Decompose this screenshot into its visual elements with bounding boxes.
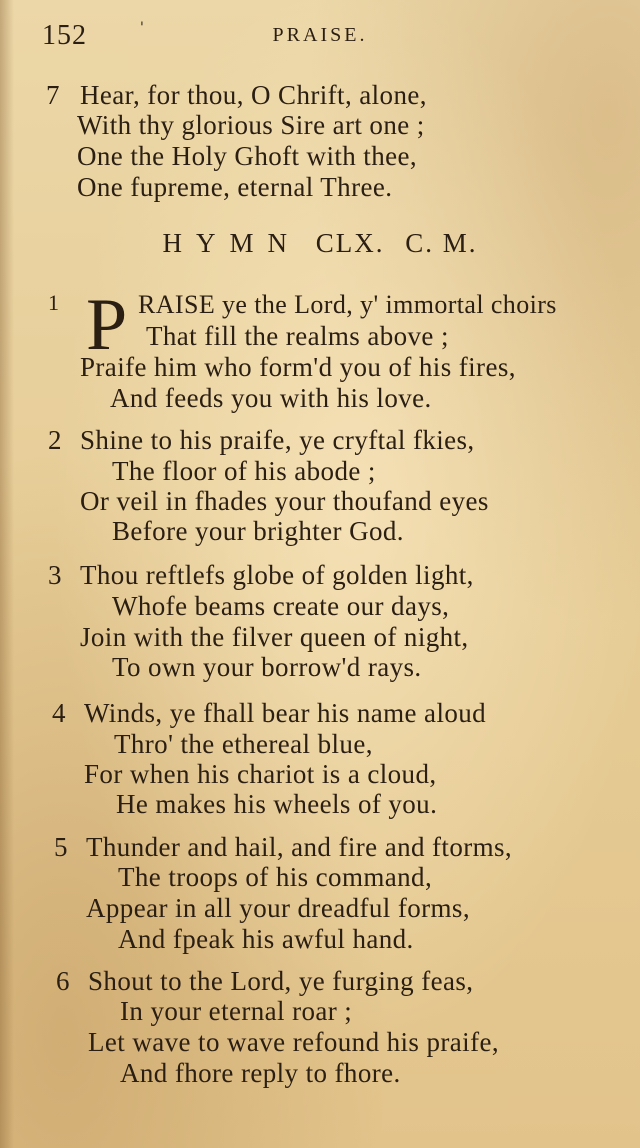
running-head: PRAISE. xyxy=(272,24,368,46)
stanza-line: The floor of his abode ; xyxy=(112,456,376,486)
stanza-line: Shine to his praife, ye cryftal fkies, xyxy=(80,425,475,455)
stanza-number: 7 xyxy=(46,80,60,110)
stanza-line: For when his chariot is a cloud, xyxy=(84,759,437,789)
stanza-number: 6 xyxy=(56,966,70,996)
stanza-line: He makes his wheels of you. xyxy=(116,789,438,819)
stanza-line: Appear in all your dreadful forms, xyxy=(86,893,470,923)
hymn-title-number: CLX. xyxy=(315,228,385,258)
stanza-line: Thou reftlefs globe of golden light, xyxy=(80,560,474,590)
stanza-line: One the Holy Ghoft with thee, xyxy=(77,141,418,171)
stanza-line: And fhore reply to fhore. xyxy=(120,1058,401,1088)
hymn-title-prefix: HYMN xyxy=(162,228,301,258)
stanza-number: 1 xyxy=(48,290,59,315)
stanza-number: 2 xyxy=(48,425,62,455)
stanza-line: Join with the filver queen of night, xyxy=(80,622,469,652)
stanza-line: Let wave to wave refound his praife, xyxy=(88,1027,499,1057)
stanza-line: That fill the realms above ; xyxy=(146,321,449,351)
page-number: 152 xyxy=(42,20,87,51)
stanza-line: Before your brighter God. xyxy=(112,516,404,546)
page-header xyxy=(0,14,640,54)
stanza-number: 3 xyxy=(48,560,62,590)
stanza-line: Shout to the Lord, ye furging feas, xyxy=(88,966,474,996)
stanza-line: The troops of his command, xyxy=(118,862,433,892)
stanza-line: And feeds you with his love. xyxy=(110,383,432,413)
stanza-line: One fupreme, eternal Three. xyxy=(77,172,393,202)
header-mark: ' xyxy=(140,20,144,36)
hymn-title xyxy=(0,228,640,259)
stanza-line: RAISE ye the Lord, y' immortal choirs xyxy=(138,290,557,319)
hymn-title-meter: C. M. xyxy=(405,228,478,258)
stanza-number: 5 xyxy=(54,832,68,862)
stanza-line: Hear, for thou, O Chrift, alone, xyxy=(80,80,427,110)
stanza-line: In your eternal roar ; xyxy=(120,996,353,1026)
stanza-line: Or veil in fhades your thoufand eyes xyxy=(80,486,489,516)
stanza-number: 4 xyxy=(52,698,66,728)
stanza-line: And fpeak his awful hand. xyxy=(118,924,414,954)
stanza-line: To own your borrow'd rays. xyxy=(112,652,422,682)
stanza-line: Praife him who form'd you of his fires, xyxy=(80,352,516,382)
stanza-line: With thy glorious Sire art one ; xyxy=(77,110,425,140)
stanza-line: Winds, ye fhall bear his name aloud xyxy=(84,698,487,728)
stanza-line: Thunder and hail, and fire and ftorms, xyxy=(86,832,513,862)
stanza-line: Whofe beams create our days, xyxy=(112,591,450,621)
stanza-line: Thro' the ethereal blue, xyxy=(114,729,373,759)
drop-cap: P xyxy=(86,284,128,366)
